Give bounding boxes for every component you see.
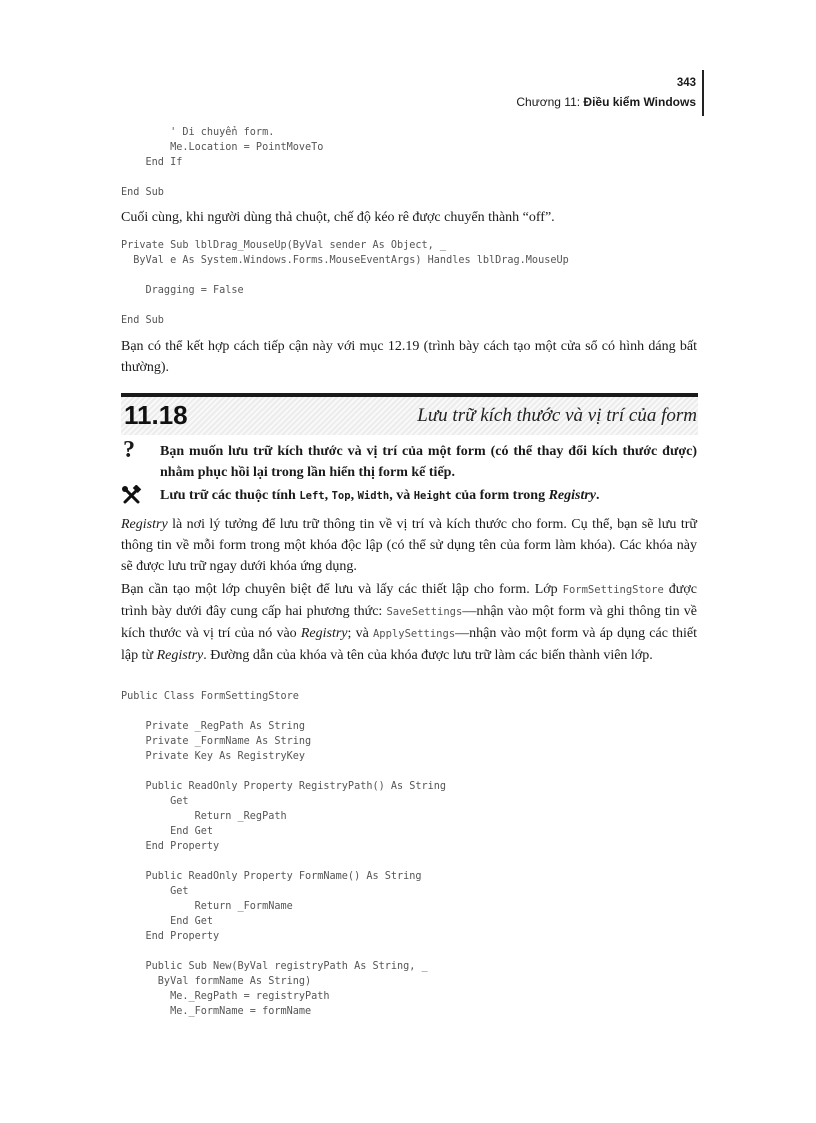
code-form-setting-store: FormSettingStore [562,584,664,596]
code-height: Height [413,490,452,502]
paragraph-mouse-up: Cuối cùng, khi người dùng thả chuột, chế độ kéo rê được chuyển thành “off”. [121,210,555,225]
chapter-label: Chương 11: [516,95,584,109]
code-block-move-form: ' Di chuyển form. Me.Location = PointMoveTo End If End Sub [121,127,324,198]
section-number: 11.18 [124,400,188,430]
page-header [516,76,696,110]
section-title: Lưu trữ kích thước và vị trí của form [417,405,697,426]
tools-icon [121,485,143,505]
registry-term: Registry [300,626,348,641]
question-icon: ? [123,437,135,463]
paragraph-irregular-window: Bạn có thể kết hợp cách tiếp cận này với mục 12.19 (trình bày cách tạo một cửa sổ có hình dáng bất thường). [121,339,697,375]
code-top: Top [331,490,351,502]
code-left: Left [299,490,325,502]
chapter-heading [516,94,696,110]
header-divider [702,70,704,116]
registry-term: Registry [156,648,204,663]
problem-statement: Bạn muốn lưu trữ kích thước và vị trí của một form (có thể thay đổi kích thước được) nhằm phục hồi lại trong lần hiển thị form kế tiếp. [160,444,697,480]
registry-term: Registry [548,488,597,503]
code-width: Width [357,490,390,502]
paragraph-form-setting-store: Bạn cần tạo một lớp chuyên biệt để lưu và lấy các thiết lập cho form. Lớp FormSettingStore được trình bày dưới đây cung cấp hai phương thức: SaveSettings—nhận vào một form và ghi thông tin về kích thước và vị trí của nó vào Registry; và ApplySettings—nhận vào một form và áp dụng các thiết lập từ Registry. Đường dẫn của khóa và tên của khóa được lưu trữ làm các biến thành viên lớp. [121,582,697,663]
paragraph-registry: Registry là nơi lý tưởng để lưu trữ thông tin về vị trí và kích thước cho form. Cụ thể, bạn sẽ lưu trữ thông tin về mỗi form trong một khóa độc lập (có thể sử dụng tên của form làm khóa). Các khóa này sẽ được lưu trữ ngay dưới khóa ứng dụng. [121,517,697,574]
registry-term: Registry [121,517,168,532]
code-save-settings: SaveSettings [386,606,463,618]
chapter-title: Điều kiểm Windows [583,95,696,109]
solution-statement: Lưu trữ các thuộc tính Left, Top, Width, và Height của form trong Registry. [160,488,600,503]
code-block-mouse-up: Private Sub lblDrag_MouseUp(ByVal sender As Object, _ ByVal e As System.Windows.Forms.MouseEventArgs) Handles lblDrag.MouseUp Dragging = False End Sub [121,240,569,326]
code-block-form-setting-store: Public Class FormSettingStore Private _RegPath As String Private _FormName As String Private Key As RegistryKey Public ReadOnly Property RegistryPath() As String Get Return _RegPath End Get End Property Public ReadOnly Property FormName() As String Get Return _FormName End Get End Property Public Sub New(ByVal registryPath As String, _ ByVal formName As String) Me._RegPath = registryPath Me._FormName = formName [121,691,447,1017]
page-number: 343 [676,77,696,89]
code-apply-settings: ApplySettings [372,628,456,640]
